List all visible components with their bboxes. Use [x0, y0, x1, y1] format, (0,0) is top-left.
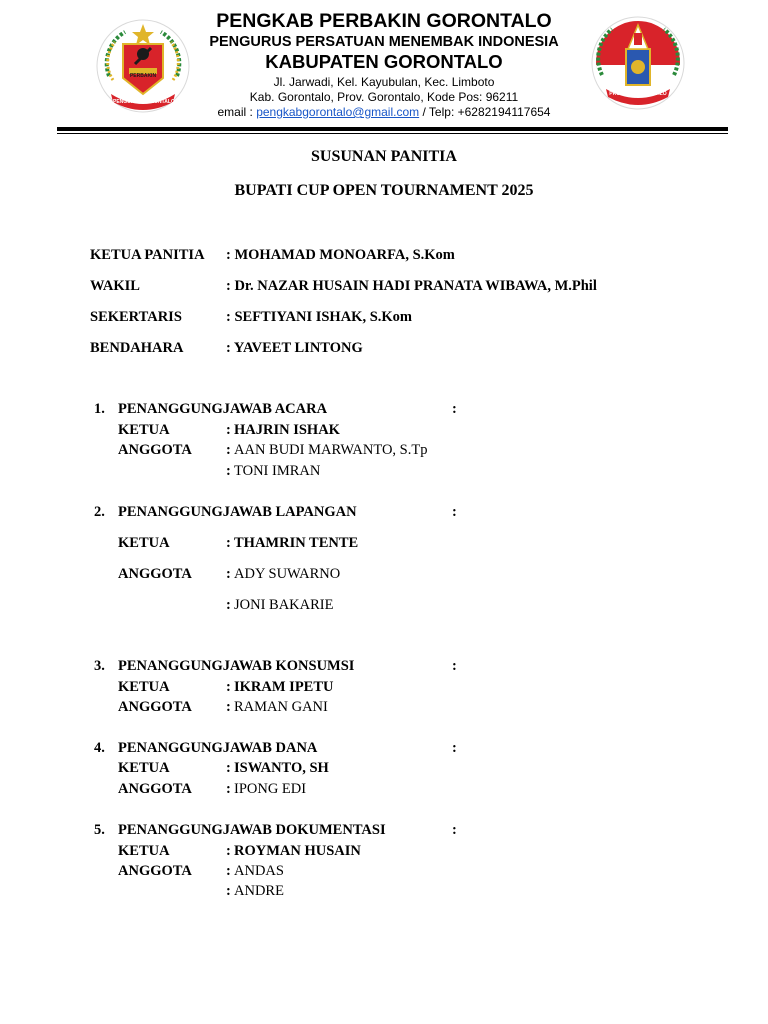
colon: :	[226, 463, 231, 479]
ketua-label: KETUA	[118, 760, 170, 776]
officer-label: KETUA PANITIA	[90, 247, 205, 263]
address-line-2: Kab. Gorontalo, Prov. Gorontalo, Kode Pos: 96211	[249, 90, 519, 104]
section-title: PENANGGUNGJAWAB LAPANGAN	[118, 504, 357, 520]
anggota-label: ANGGOTA	[118, 442, 192, 458]
anggota-name: ANDRE	[234, 883, 284, 899]
colon: :	[226, 442, 231, 458]
colon: :	[226, 566, 231, 582]
colon: :	[226, 679, 231, 695]
section-number: 5.	[94, 822, 105, 838]
document-subtitle: BUPATI CUP OPEN TOURNAMENT 2025	[234, 182, 534, 199]
ketua-label: KETUA	[118, 679, 170, 695]
section-number: 4.	[94, 740, 105, 756]
anggota-label: ANGGOTA	[118, 699, 192, 715]
section-number: 3.	[94, 658, 105, 674]
ketua-name: ROYMAN HUSAIN	[234, 843, 361, 859]
colon: :	[226, 760, 231, 776]
anggota-name: RAMAN GANI	[234, 699, 328, 715]
perbakin-logo	[95, 18, 191, 114]
colon: :	[226, 781, 231, 797]
colon: :	[226, 597, 231, 613]
officer-label: WAKIL	[90, 278, 140, 294]
document-title: SUSUNAN PANITIA	[311, 148, 457, 165]
letterhead-divider-thick	[57, 127, 728, 131]
colon: :	[226, 863, 231, 879]
officer-value: : YAVEET LINTONG	[226, 340, 363, 356]
logo-left-banner: PERBAKIN	[129, 73, 157, 79]
letterhead-divider-thin	[57, 133, 728, 134]
org-title: PENGKAB PERBAKIN GORONTALO	[216, 10, 552, 32]
section-number: 2.	[94, 504, 105, 520]
email-label: email :	[217, 105, 257, 119]
ketua-label: KETUA	[118, 422, 170, 438]
officer-label: SEKERTARIS	[90, 309, 182, 325]
anggota-name: ADY SUWARNO	[234, 566, 341, 582]
anggota-name: ANDAS	[234, 863, 284, 879]
anggota-label: ANGGOTA	[118, 781, 192, 797]
ketua-name: ISWANTO, SH	[234, 760, 329, 776]
section-colon: :	[452, 822, 457, 838]
section-title: PENANGGUNGJAWAB DANA	[118, 740, 318, 756]
colon: :	[226, 883, 231, 899]
org-region: KABUPATEN GORONTALO	[265, 51, 503, 72]
logo-left-caption: PENGURUS GORONTALO	[113, 99, 175, 105]
colon: :	[226, 422, 231, 438]
section-colon: :	[452, 740, 457, 756]
ketua-name: THAMRIN TENTE	[234, 535, 359, 551]
contact-line	[184, 105, 584, 119]
section-number: 1.	[94, 401, 105, 417]
anggota-name: TONI IMRAN	[234, 463, 321, 479]
anggota-label: ANGGOTA	[118, 566, 192, 582]
org-subtitle: PENGURUS PERSATUAN MENEMBAK INDONESIA	[209, 34, 559, 50]
section-title: PENANGGUNGJAWAB KONSUMSI	[118, 658, 355, 674]
anggota-name: AAN BUDI MARWANTO, S.Tp	[234, 442, 428, 458]
ketua-name: IKRAM IPETU	[234, 679, 334, 695]
officer-value: : MOHAMAD MONOARFA, S.Kom	[226, 247, 455, 263]
gorontalo-logo	[590, 15, 686, 111]
anggota-name: IPONG EDI	[234, 781, 307, 797]
anggota-name: JONI BAKARIE	[234, 597, 334, 613]
address-line-1: Jl. Jarwadi, Kel. Kayubulan, Kec. Limboto	[273, 75, 495, 89]
email-link[interactable]: pengkabgorontalo@gmail.com	[256, 105, 420, 119]
section-title: PENANGGUNGJAWAB ACARA	[118, 401, 328, 417]
colon: :	[226, 699, 231, 715]
ketua-label: KETUA	[118, 535, 170, 551]
colon: :	[226, 843, 231, 859]
section-colon: :	[452, 504, 457, 520]
ketua-label: KETUA	[118, 843, 170, 859]
section-title: PENANGGUNGJAWAB DOKUMENTASI	[118, 822, 386, 838]
officer-label: BENDAHARA	[90, 340, 184, 356]
section-colon: :	[452, 658, 457, 674]
section-colon: :	[452, 401, 457, 417]
officer-value: : Dr. NAZAR HUSAIN HADI PRANATA WIBAWA, M.Phil	[226, 278, 597, 294]
anggota-label: ANGGOTA	[118, 863, 192, 879]
officer-value: : SEFTIYANI ISHAK, S.Kom	[226, 309, 412, 325]
ketua-name: HAJRIN ISHAK	[234, 422, 340, 438]
colon: :	[226, 535, 231, 551]
logo-right-caption: PROVINSI GORONTALO	[609, 91, 667, 97]
phone-text: / Telp: +6282194117654	[419, 105, 551, 119]
